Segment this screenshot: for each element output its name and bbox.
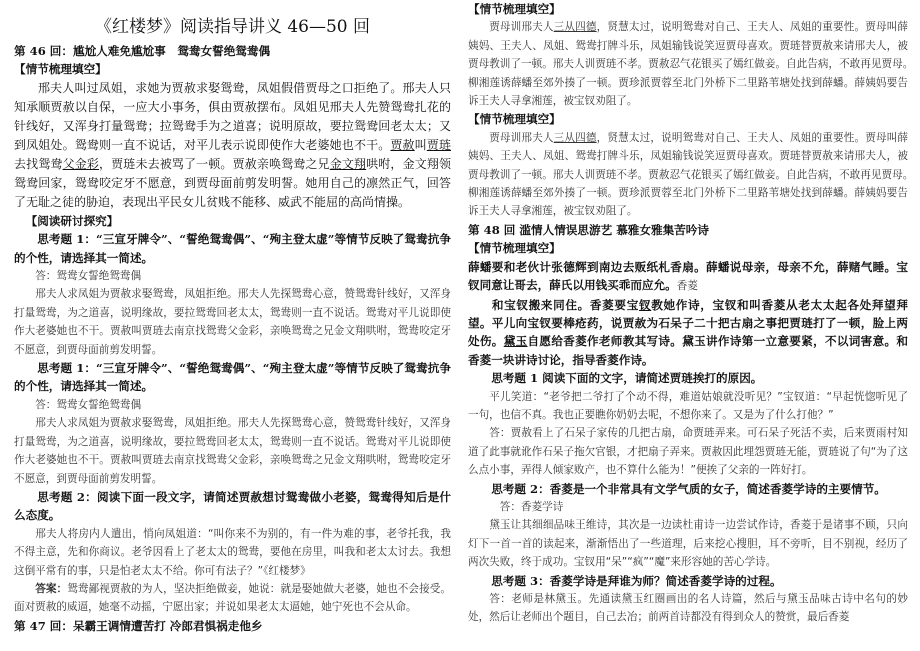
question-1-repeat-answer: 邢夫人求凤姐为贾赦求娶鸳鸯，凤姐拒绝。邢夫人先探鸳鸯心意，赞鸳鸯针线好，又浑身打量鸳鸯，为之道喜，说明缘故，要拉鸳鸯回老太太，鸳鸯则一直不说话。鸳鸯对平儿说即使作大老婆她也不干。贾赦叫贾琏去南京找鸳鸯父金彩，亲唤鸳鸯之兄金文翔哄咐，鸳鸯咬定牙不愿意，到贾母面前剪发明誓。 bbox=[14, 417, 451, 485]
question-1-text: 平儿笑道：“老爷把二爷打了个动不得，难道姑娘就没听见？”宝钗道：“早起恍惚听见了一句，也信不真。我也正要瞧你奶奶去呢，不想你来了。又是为了什么打他？” bbox=[468, 390, 908, 421]
plot-label-2: 【情节梳理填空】 bbox=[468, 112, 561, 127]
left-column bbox=[14, 0, 451, 651]
right-column bbox=[468, 0, 919, 651]
plot-paragraph-3: 薛蟠要和老伙计张德辉到南边去贩纸札香扇。薛蟠说母亲，母亲不允，薛赌气睡。宝钗同意让哥去，薛氏以用钱买乖而应允。香菱 和宝钗搬来同住。香菱要宝钗教她作诗，宝钗和叫香菱从老太太起各处拜望拜望。平儿向宝钗要棒疮药，说贾赦为石呆子二十把古扇之事把贾琏打了一顿，脸上两处伤。黛玉自愿给香菱作老师教其写诗。黛玉讲作诗第一立意要紧，不以词害意。和香菱一块讲诗讨论，指导香菱作诗。 bbox=[468, 259, 908, 367]
question-2-answer-label: 答：香菱学诗 bbox=[499, 500, 564, 513]
question-1: 思考题 1 阅读下面的文字，请简述贾琏挨打的原因。 bbox=[491, 371, 763, 386]
question-3-answer: 答：老师是林黛玉。先通读黛玉红圈画出的名人诗篇，然后与黛玉品味古诗中名句的妙处，然后让老师出个题目，自己去冶；前两首诗都没有得到众人的赞赏，最后香菱 bbox=[468, 593, 908, 624]
question-2: 思考题 2：香菱是一个非常具有文学气质的女子，简述香菱学诗的主要情节。 bbox=[491, 481, 886, 496]
chapter-46-title: 第 46 回：尴尬人难免尴尬事 鸳鸯女誓绝鸳鸯偶 bbox=[14, 44, 271, 58]
question-1-answer-label: 答：鸳鸯女誓绝鸳鸯偶 bbox=[35, 270, 142, 283]
document-title: 《红楼梦》阅读指导讲义 46—50 回 bbox=[94, 17, 371, 37]
question-2-answer: 黛玉让其细细品味王维诗，其次是一边读杜甫诗一边尝试作诗，香菱于是诸事不顾，只向灯下一首一首的读起来，渐渐悟出了一些道理，后来挖心搜胆，耳不旁听，目不别视，经历了两次失败，终于成功。宝钗用“呆”“疯”“魔”来形容她的苦心学诗。 bbox=[468, 519, 908, 569]
plot-label-3: 【情节梳理填空】 bbox=[468, 241, 561, 256]
question-2-answer: 答案：鸳鸯鄙视贾赦的为人，坚决拒绝做妾，她说：就是娶她做大老婆，她也不会接受。面对贾赦的威逼，她毫不动摇，宁愿出家；并说如果老太太逼她，她宁死也不会从命。 bbox=[14, 582, 452, 614]
question-1: 思考题 1：“三宣牙牌令”、“誓绝鸳鸯偶”、“殉主登太虚”等情节反映了鸳鸯抗争的个性，请选择其一简述。 bbox=[14, 232, 451, 265]
plot-paragraph-1: 贾母训邢夫人三从四德，贤慧太过，说明鸳鸯对自己、王夫人、凤姐的重要性。贾母叫薛姨妈、王夫人、凤姐、鸳鸯打牌斗乐，凤姐输钱说笑逗贾母喜欢。贾琏替贾赦来请邢夫人，被贾母教训了一顿。邢夫人训贾琏不孝。贾赦忍气花银买了嫣红做妾。自此告病，不敢再见贾母。 柳湘莲诱薛蟠至郊外揍了一顿。贾珍派贾蓉至北门外桥下二里路苇塘处找到薛蟠。薛姨妈要告诉王夫人寻拿湘莲，被宝钗劝阻了。 bbox=[468, 21, 919, 108]
question-1-repeat-answer-label: 答：鸳鸯女誓绝鸳鸯偶 bbox=[35, 398, 142, 411]
question-1-answer: 答：贾赦看上了石呆子家传的几把古扇，命贾琏弄来。可石呆子死活不卖，后来贾雨村知道了此事就讹作石呆子拖欠官银，才把扇子弄来。贾赦因此埋怨贾琏无能，贾琏说了句“为了这么点小事，弄得人倾家败产，也不算什么能为！”便挨了父亲的一阵好打。 bbox=[468, 427, 908, 477]
plot-paragraph-2: 贾母训邢夫人三从四德，贤慧太过，说明鸳鸯对自己、王夫人、凤姐的重要性。贾母叫薛姨妈、王夫人、凤姐、鸳鸯打牌斗乐，凤姐输钱说笑逗贾母喜欢。贾琏替贾赦来请邢夫人，被贾母教训了一顿。邢夫人训贾琏不孝。贾赦忍气花银买了嫣红做妾。自此告病，不敢再见贾母。 柳湘莲诱薛蟠至郊外揍了一顿。贾珍派贾蓉至北门外桥下二里路苇塘处找到薛蟠。薛姨妈要告诉王夫人寻拿湘莲，被宝钗劝阻了。 bbox=[468, 131, 919, 218]
plot-label: 【情节梳理填空】 bbox=[14, 62, 107, 77]
question-2-text: 邢夫人将房内人遣出，悄向凤姐道：“叫你来不为别的，有一件为难的事，老爷托我，我不得主意，先和你商议。老爷因看上了老太太的鸳鸯，要他在房里，叫我和老太太讨去。我想这倒平常有的事，只是怕老太太不给。你可有法子？”《红楼梦》 bbox=[14, 527, 451, 577]
research-label: 【阅读研讨探究】 bbox=[25, 213, 119, 228]
question-2: 思考题 2：阅读下面一段文字，请简述贾赦想讨鸳鸯做小老婆，鸳鸯得知后是什么态度。 bbox=[14, 489, 451, 523]
plot-label-1: 【情节梳理填空】 bbox=[468, 2, 561, 16]
question-3: 思考题 3：香菱学诗是拜谁为师？简述香菱学诗的过程。 bbox=[491, 573, 782, 588]
question-1-repeat: 思考题 1：“三宣牙牌令”、“誓绝鸳鸯偶”、“殉主登太虚”等情节反映了鸳鸯抗争的个性，请选择其一简述。 bbox=[14, 361, 451, 394]
chapter-48-title: 第 48 回 滥情人情误思游艺 慕雅女雅集苦吟诗 bbox=[468, 222, 709, 237]
question-1-answer: 邢夫人求凤姐为贾赦求娶鸳鸯，凤姐拒绝。邢夫人先探鸳鸯心意，赞鸳鸯针线好，又浑身打量鸳鸯，为之道喜，说明缘故，要拉鸳鸯回老太太，鸳鸯则一直不说话。鸳鸯对平儿说即使作大老婆她也不干。贾赦叫贾琏去南京找鸳鸯父金彩，亲唤鸳鸯之兄金文翔哄咐，鸳鸯咬定牙不愿意，到贾母面前剪发明誓。 bbox=[14, 288, 451, 356]
plot-paragraph: 邢夫人叫过凤姐，求她为贾赦求娶鸳鸯，凤姐假借贾母之口拒绝了。邢夫人只知承顺贾赦以自保，一应大小事务，俱由贾赦摆布。凤姐见邢夫人先赞鸳鸯扎花的针线好，又浑身打量鸳鸯；拉鸳鸯手为之道喜；说明原故，要拉鸳鸯回老太太；又到凤姐处。鸳鸯则一直不说话，对平儿表示说即使作大老婆她也不干。贾赦叫贾琏去找鸳鸯父金彩，贾琏未去被骂了一顿。贾赦亲唤鸳鸯之兄金文翔哄咐，金文翔领鸳鸯回家，鸳鸯咬定牙不愿意，到贾母面前剪发明誓。她用自己的凛然正气，回答了无耻之徒的胁迫，表现出平民女儿贫贱不能移、威武不能屈的高尚情操。 bbox=[14, 80, 451, 209]
chapter-47-title: 第 47 回：呆霸王调情遭苦打 冷郎君惧祸走他乡 bbox=[14, 618, 263, 633]
